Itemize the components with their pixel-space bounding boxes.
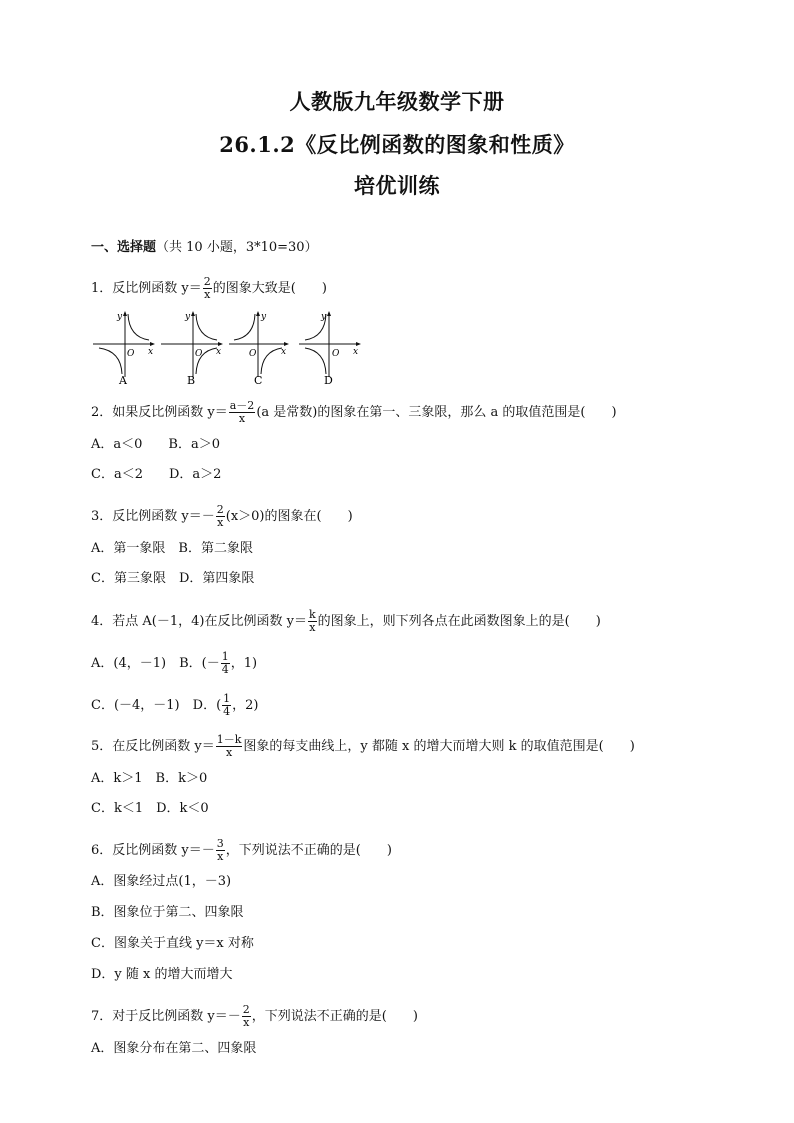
q2-options-row-2: C．a＜2 D．a＞2: [91, 467, 222, 482]
graph-c-curve-1: [234, 314, 255, 340]
graph-a-curve-1: [128, 314, 149, 340]
q2-options-row-1: A．a＜0 B．a＞0: [91, 437, 220, 452]
q5-frac-num: 1－k: [216, 733, 242, 746]
page-subtitle: 26.1.2《反比例函数的图象和性质》: [219, 132, 575, 157]
section-note: （共 10 小题，3*10=30）: [156, 240, 318, 255]
q4-option-d-fraction: [222, 693, 231, 718]
q6-close-paren: ): [386, 843, 392, 858]
section-heading: [91, 240, 318, 256]
question-6: [91, 838, 392, 863]
graph-c-y-arrow: [256, 311, 260, 316]
q6-option-a: A．图象经过点(1，－3): [91, 874, 232, 889]
graph-d[interactable]: [299, 311, 361, 387]
q5-close-paren: ): [629, 739, 635, 754]
graph-a-label: A: [119, 374, 127, 387]
graph-a-y-arrow: [123, 311, 127, 316]
q4-option-d-num: 1: [223, 692, 231, 705]
graph-a-origin: O: [127, 349, 135, 359]
q6-option-b: B．图象位于第二、四象限: [91, 905, 244, 920]
graph-c-origin: O: [249, 349, 257, 359]
q2-frac-num: a－2: [229, 399, 255, 412]
q4-option-b-post: ，1): [230, 656, 258, 671]
q4-fraction: [308, 609, 317, 634]
q6-stem-pre: 6．反比例函数 y＝－: [91, 843, 215, 858]
q4-frac-num: k: [308, 608, 316, 621]
section-label: 一、选择题: [91, 240, 157, 255]
q3-stem-post: (x＞0)的图象在(: [225, 509, 322, 524]
q5-stem-post: 图象的每支曲线上，y 都随 x 的增大而增大则 k 的取值范围是(: [243, 739, 604, 754]
q3-stem-pre: 3．反比例函数 y＝－: [91, 509, 215, 524]
q2-stem-pre: 2．如果反比例函数 y＝: [91, 405, 228, 420]
q7-frac-den: x: [243, 1016, 250, 1029]
q1-close-paren: ): [321, 281, 327, 296]
graph-a-x-arrow: [150, 342, 155, 346]
graph-d-origin: O: [332, 349, 340, 359]
q4-option-b-fraction: [221, 651, 230, 676]
page-subtitle-training: 培优训练: [354, 173, 440, 198]
question-4: [91, 609, 601, 634]
graph-a-y-label: y: [117, 312, 123, 322]
q5-options-row-2: C．k＜1 D．k＜0: [91, 801, 209, 816]
graph-d-curve-2: [305, 348, 326, 374]
q6-stem-post: ，下列说法不正确的是(: [225, 843, 361, 858]
graph-c-y-label: y: [261, 312, 267, 322]
question-1: [91, 276, 327, 301]
q4-option-b-num: 1: [221, 650, 229, 663]
q1-frac-num: 2: [203, 275, 211, 288]
q5-stem-pre: 5．在反比例函数 y＝: [91, 739, 215, 754]
graph-b-origin: O: [195, 349, 203, 359]
question-7: [91, 1004, 418, 1029]
question-3: [91, 504, 353, 529]
q1-stem-post: 的图象大致是(: [212, 281, 296, 296]
graph-a-x-label: x: [148, 347, 154, 357]
q4-option-a: A．(4，－1): [91, 656, 167, 671]
q3-options-row-1: A．第一象限 B．第二象限: [91, 541, 253, 556]
question-5: [91, 734, 635, 759]
q7-frac-num: 2: [242, 1003, 250, 1016]
q7-close-paren: ): [412, 1009, 418, 1024]
q4-option-c: C．(－4，－1): [91, 698, 180, 713]
q2-stem-post: (a 是常数)的图象在第一、三象限，那么 a 的取值范围是(: [256, 405, 586, 420]
graph-d-y-label: y: [321, 312, 327, 322]
q4-frac-den: x: [309, 621, 316, 634]
q4-option-b-pre: B．(－: [179, 656, 220, 671]
graph-b-label: B: [187, 374, 196, 387]
graph-b-y-arrow: [191, 311, 195, 316]
q3-frac-num: 2: [216, 503, 224, 516]
q4-close-paren: ): [595, 614, 601, 629]
graph-c[interactable]: [229, 311, 289, 387]
q4-options-row-1: [91, 651, 257, 676]
graph-c-x-label: x: [281, 347, 287, 357]
graph-d-label: D: [324, 374, 333, 387]
graph-d-x-label: x: [353, 347, 359, 357]
q3-fraction: [216, 504, 225, 529]
q1-fraction: [203, 276, 212, 301]
graph-b[interactable]: [161, 311, 223, 387]
q5-fraction: [216, 734, 243, 759]
q3-frac-den: x: [217, 516, 224, 529]
graph-a-curve-2: [99, 348, 122, 374]
page-title: 人教版九年级数学下册: [289, 89, 505, 114]
q7-stem-pre: 7．对于反比例函数 y＝－: [91, 1009, 241, 1024]
graph-b-x-label: x: [216, 347, 222, 357]
q2-close-paren: ): [611, 405, 617, 420]
q5-frac-den: x: [225, 746, 233, 759]
graph-c-x-arrow: [284, 342, 289, 346]
q6-option-d: D．y 随 x 的增大而增大: [91, 967, 233, 982]
graph-c-label: C: [254, 374, 263, 387]
q6-fraction: [216, 838, 225, 863]
q4-stem-post: 的图象上，则下列各点在此函数图象上的是(: [317, 614, 570, 629]
graph-d-y-arrow: [327, 311, 331, 316]
q3-options-row-2: C．第三象限 D．第四象限: [91, 571, 255, 586]
q4-option-b-den: 4: [221, 663, 229, 676]
q4-option-d-den: 4: [223, 705, 231, 718]
q7-fraction: [242, 1004, 251, 1029]
q2-frac-den: x: [238, 412, 246, 425]
question-2: [91, 400, 617, 425]
q7-option-a: A．图象分布在第二、四象限: [91, 1041, 257, 1056]
q6-frac-den: x: [217, 850, 224, 863]
q1-graph-options: [91, 307, 371, 387]
q4-option-d-post: ，2): [232, 698, 259, 713]
q5-options-row-1: A．k＞1 B．k＞0: [91, 771, 208, 786]
graph-c-curve-2: [261, 348, 282, 374]
graph-d-x-arrow: [356, 342, 361, 346]
q6-option-c: C．图象关于直线 y＝x 对称: [91, 936, 254, 951]
q7-stem-post: ，下列说法不正确的是(: [251, 1009, 387, 1024]
q4-option-d-pre: D．(: [192, 698, 222, 713]
graph-b-curve-1: [196, 314, 217, 340]
graph-b-y-label: y: [185, 312, 191, 322]
q4-stem-pre: 4．若点 A(－1，4)在反比例函数 y＝: [91, 614, 307, 629]
graph-a[interactable]: [93, 311, 155, 387]
q3-close-paren: ): [347, 509, 353, 524]
graph-b-x-arrow: [218, 342, 223, 346]
q1-stem-pre: 1．反比例函数 y＝: [91, 281, 202, 296]
q6-frac-num: 3: [216, 837, 224, 850]
q2-fraction: [229, 400, 256, 425]
q4-options-row-2: [91, 693, 259, 718]
q1-frac-den: x: [204, 288, 211, 301]
